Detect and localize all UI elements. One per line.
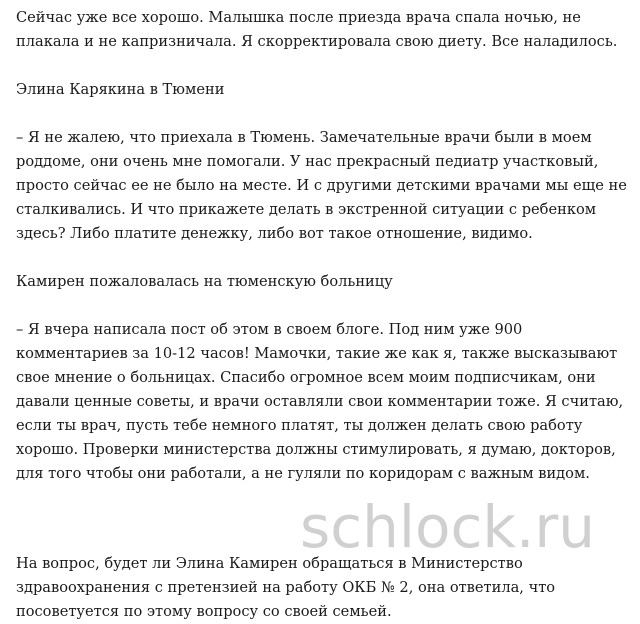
paragraph-spacer [16,54,632,78]
photo-caption-2: Камирен пожаловалась на тюменскую больницу [16,273,393,290]
paragraph-1: Сейчас уже все хорошо. Малышка после приезда врача спала ночью, не плакала и не капризничала. Я скорректировала свою диету. Все наладилось. [16,9,618,50]
paragraph-quote-2: – Я вчера написала пост об этом в своем блоге. Под ним уже 900 комментариев за 10-12 часов! Мамочки, такие же как я, также высказывают свое мнение о больницах. Спасибо огромное всем моим подписчикам, они давали ценные советы, и врачи оставляли свои комментарии тоже. Я считаю, если ты врач, пусть тебе немного платят, ты должен делать свою работу хорошо. Проверки министерства должны стимулировать, я думаю, докторов, для того чтобы они работали, а не гуляли по коридорам с важным видом. [16,321,624,482]
paragraph-quote-1: – Я не жалею, что приехала в Тюмень. Замечательные врачи были в моем роддоме, они очень мне помогали. У нас прекрасный педиатр участковый, просто сейчас ее не было на месте. И с другими детскими врачами мы еще не сталкивались. И что прикажете делать в экстренной ситуации с ребенком здесь? Либо платите денежку, либо вот такое отношение, видимо. [16,129,627,242]
paragraph-spacer [16,486,632,552]
paragraph-spacer [16,102,632,126]
paragraph-closing: На вопрос, будет ли Элина Камирен обращаться в Министерство здравоохранения с претензией на работу ОКБ № 2, она ответила, что посоветуется по этому вопросу со своей семьей. [16,555,556,620]
paragraph-spacer [16,246,632,270]
article-body [16,6,632,624]
photo-caption-1: Элина Карякина в Тюмени [16,81,225,98]
watermark-logo: schlock.ru [300,493,595,561]
paragraph-spacer [16,294,632,318]
